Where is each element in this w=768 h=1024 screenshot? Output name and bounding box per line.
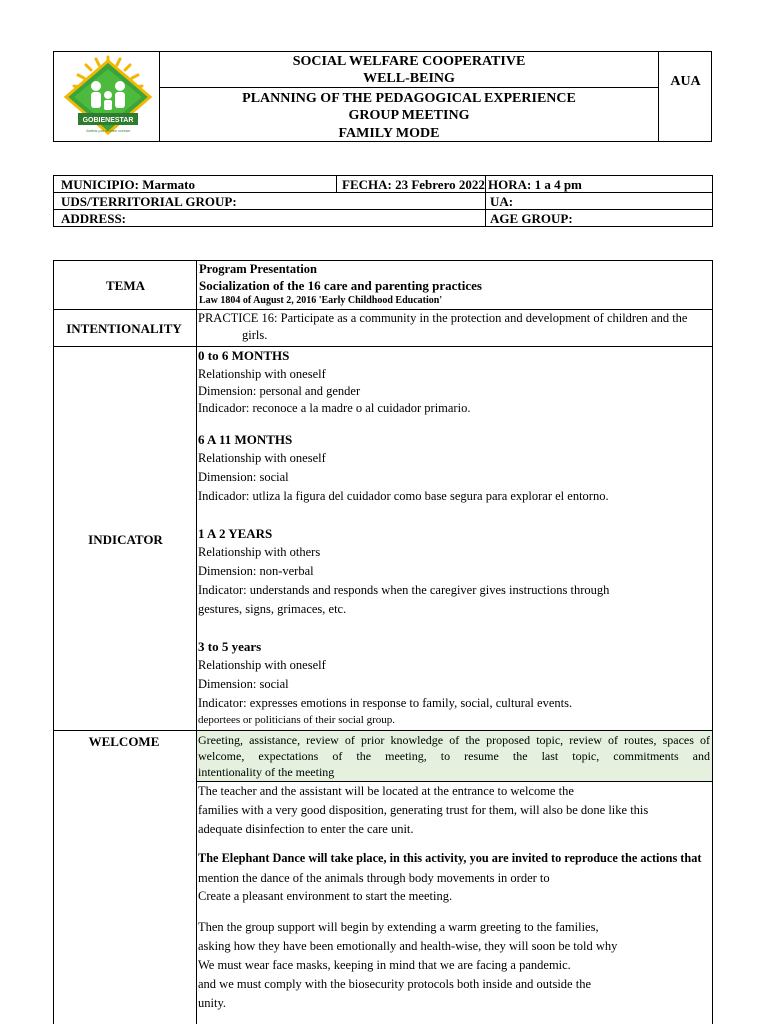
indicator-line: Indicator: understands and responds when the caregiver gives instructions through — [198, 583, 610, 597]
tema-line2: Socialization of the 16 care and parenting practices — [199, 278, 482, 293]
org-name-line1: SOCIAL WELFARE COOPERATIVE — [292, 54, 526, 69]
tema-label: TEMA — [106, 278, 145, 293]
indicator-label: INDICATOR — [88, 532, 163, 547]
welcome-para2-line: mention the dance of the animals through body movements in order to — [198, 871, 550, 885]
indicator-line: Dimension: non-verbal — [198, 564, 314, 578]
intentionality-line1: PRACTICE 16: Participate as a community in the protection and development of children and the — [198, 311, 688, 325]
welcome-para3-line: and we must comply with the biosecurity protocols both inside and outside the — [198, 977, 591, 991]
plan-title-line1: PLANNING OF THE PEDAGOGICAL EXPERIENCE — [242, 91, 576, 106]
address-field: ADDRESS: — [61, 211, 127, 226]
header-right-divider — [658, 51, 659, 142]
welcome-summary-line: intentionality of the meeting — [198, 765, 335, 779]
indicator-line: deportees or politicians of their social group. — [198, 714, 396, 726]
welcome-para1-line: adequate disinfection to enter the care unit. — [198, 822, 414, 836]
fecha-field: FECHA: 23 Febrero 2022 — [342, 177, 485, 192]
indicator-line: gestures, signs, grimaces, etc. — [198, 602, 347, 616]
gobienestar-logo — [58, 53, 158, 139]
welcome-para1-line: families with a very good disposition, generating trust for them, will also be done like this — [198, 803, 649, 817]
table-top-border — [53, 260, 713, 261]
row-divider — [53, 730, 713, 731]
row-divider — [53, 346, 713, 347]
hora-field: HORA: 1 a 4 pm — [488, 177, 582, 192]
indicator-line: Relationship with oneself — [198, 451, 326, 465]
indicator-line: Dimension: personal and gender — [198, 384, 361, 398]
welcome-para2-line: Create a pleasant environment to start the meeting. — [198, 889, 453, 903]
welcome-para3-line: We must wear face masks, keeping in mind that we are facing a pandemic. — [198, 958, 571, 972]
welcome-para2-bold: The Elephant Dance will take place, in this activity, you are invited to reproduce the actions that — [198, 851, 702, 865]
welcome-para3-line: unity. — [198, 996, 227, 1010]
indicator-line: Indicator: expresses emotions in response to family, social, cultural events. — [198, 696, 573, 710]
svg-text:GOBIENESTAR: GOBIENESTAR — [82, 117, 134, 124]
plan-title-line2: GROUP MEETING — [348, 108, 470, 123]
age-group-field: AGE GROUP: — [490, 211, 573, 226]
welcome-summary-line: Greeting, assistance, review of prior knowledge of the proposed topic, review of routes, spaces of — [198, 733, 710, 747]
indicator-line: Dimension: social — [198, 677, 289, 691]
indicator-group-title: 1 A 2 YEARS — [198, 526, 273, 541]
intentionality-label: INTENTIONALITY — [66, 321, 182, 336]
table-left-border — [53, 260, 54, 1024]
welcome-para3-line: Then the group support will begin by extending a warm greeting to the families, — [198, 920, 599, 934]
tema-line1: Program Presentation — [199, 262, 317, 276]
tema-line3: Law 1804 of August 2, 2016 'Early Childhood Education' — [199, 295, 443, 306]
info-col-divider — [485, 175, 486, 227]
info-col-divider — [336, 175, 337, 192]
table-right-border — [712, 260, 713, 1024]
org-name-line2: WELL-BEING — [363, 71, 455, 86]
indicator-line: Relationship with oneself — [198, 367, 326, 381]
indicator-group-title: 3 to 5 years — [198, 639, 262, 654]
welcome-summary-line: welcome, expectations of the meeting, to resume the last topic, commitments and — [198, 749, 710, 763]
svg-text:Juntos por el bien común: Juntos por el bien común — [85, 128, 131, 133]
welcome-label: WELCOME — [88, 734, 160, 749]
welcome-para3-line: asking how they have been emotionally and health-wise, they will soon be told why — [198, 939, 618, 953]
uds-field: UDS/TERRITORIAL GROUP: — [61, 194, 237, 209]
indicator-line: Indicador: reconoce a la madre o al cuidador primario. — [198, 401, 471, 415]
indicator-group-title: 6 A 11 MONTHS — [198, 432, 293, 447]
welcome-para1-line: The teacher and the assistant will be located at the entrance to welcome the — [198, 784, 574, 798]
table-label-divider — [196, 260, 197, 1024]
indicator-group-title: 0 to 6 MONTHS — [198, 348, 290, 363]
indicator-line: Dimension: social — [198, 470, 289, 484]
indicator-line: Indicador: utliza la figura del cuidador como base segura para explorar el entorno. — [198, 489, 609, 503]
ua-field: UA: — [490, 194, 514, 209]
indicator-line: Relationship with oneself — [198, 658, 326, 672]
municipio-field: MUNICIPIO: Marmato — [61, 177, 195, 192]
welcome-summary — [198, 732, 710, 780]
header-divider — [159, 87, 659, 88]
intentionality-line2: girls. — [242, 328, 268, 342]
indicator-line: Relationship with others — [198, 545, 321, 559]
plan-title-line3: FAMILY MODE — [338, 126, 440, 141]
header-code: AUA — [670, 74, 701, 89]
